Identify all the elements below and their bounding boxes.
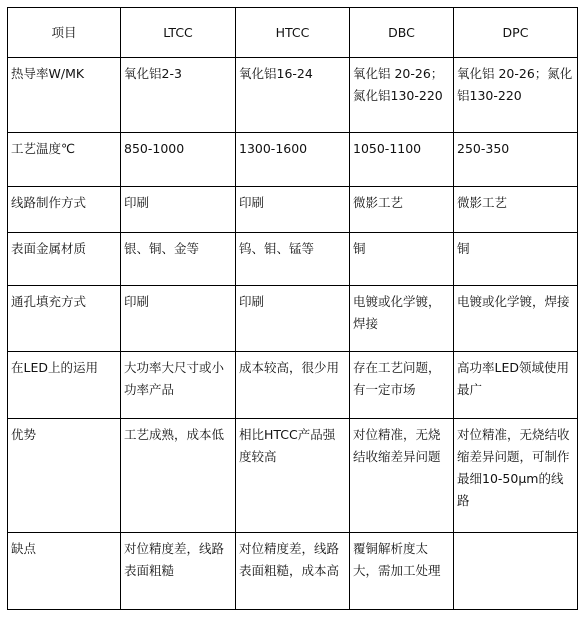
row-label-disadvantages: 缺点 <box>8 533 121 610</box>
row-label-led-application: 在LED上的运用 <box>8 352 121 419</box>
header-cell-item: 项目 <box>8 8 121 58</box>
comparison-table <box>7 7 578 610</box>
table-cell: 印刷 <box>121 286 236 352</box>
table-cell: 印刷 <box>236 286 350 352</box>
table-cell: 铜 <box>350 233 454 286</box>
row-label-process-temperature: 工艺温度℃ <box>8 133 121 187</box>
table-cell: 氧化铝 20-26；氮化铝130-220 <box>454 58 578 133</box>
row-label-circuit-method: 线路制作方式 <box>8 187 121 233</box>
table-cell: 银、铜、金等 <box>121 233 236 286</box>
table-cell: 电镀或化学镀，焊接 <box>454 286 578 352</box>
table-cell: 铜 <box>454 233 578 286</box>
table-cell: 成本较高，很少用 <box>236 352 350 419</box>
row-label-via-filling: 通孔填充方式 <box>8 286 121 352</box>
table-row <box>8 419 578 533</box>
table-cell: 1050-1100 <box>350 133 454 187</box>
table-cell: 氧化铝16-24 <box>236 58 350 133</box>
table-cell: 高功率LED领域使用最广 <box>454 352 578 419</box>
table-cell: 250-350 <box>454 133 578 187</box>
table-row <box>8 286 578 352</box>
table-cell: 大功率大尺寸或小功率产品 <box>121 352 236 419</box>
table-row <box>8 352 578 419</box>
table-cell: 1300-1600 <box>236 133 350 187</box>
header-cell-ltcc: LTCC <box>121 8 236 58</box>
header-cell-htcc: HTCC <box>236 8 350 58</box>
table-cell: 印刷 <box>236 187 350 233</box>
header-cell-dpc: DPC <box>454 8 578 58</box>
row-label-advantages: 优势 <box>8 419 121 533</box>
table-cell: 钨、钼、锰等 <box>236 233 350 286</box>
table-cell: 覆铜解析度太大，需加工处理 <box>350 533 454 610</box>
table-cell: 电镀或化学镀，焊接 <box>350 286 454 352</box>
table-cell: 氧化铝2-3 <box>121 58 236 133</box>
table-cell: 对位精准，无烧结收缩差异问题 <box>350 419 454 533</box>
table-cell: 工艺成熟，成本低 <box>121 419 236 533</box>
table-row <box>8 133 578 187</box>
table-cell: 850-1000 <box>121 133 236 187</box>
table-cell: 印刷 <box>121 187 236 233</box>
table-cell: 对位精度差，线路表面粗糙 <box>121 533 236 610</box>
header-row <box>8 8 578 58</box>
header-cell-dbc: DBC <box>350 8 454 58</box>
row-label-thermal-conductivity: 热导率W/MK <box>8 58 121 133</box>
table-row <box>8 58 578 133</box>
table-row <box>8 533 578 610</box>
table-cell: 存在工艺问题，有一定市场 <box>350 352 454 419</box>
table-cell: 氧化铝 20-26；氮化铝130-220 <box>350 58 454 133</box>
table-cell: 对位精度差，线路表面粗糙，成本高 <box>236 533 350 610</box>
table-row <box>8 233 578 286</box>
table-cell: 微影工艺 <box>454 187 578 233</box>
table-cell: 微影工艺 <box>350 187 454 233</box>
table-cell: 对位精准，无烧结收缩差异问题，可制作最细10-50μm的线路 <box>454 419 578 533</box>
table-cell: 相比HTCC产品强度较高 <box>236 419 350 533</box>
row-label-surface-metal: 表面金属材质 <box>8 233 121 286</box>
table-row <box>8 187 578 233</box>
table-cell <box>454 533 578 610</box>
